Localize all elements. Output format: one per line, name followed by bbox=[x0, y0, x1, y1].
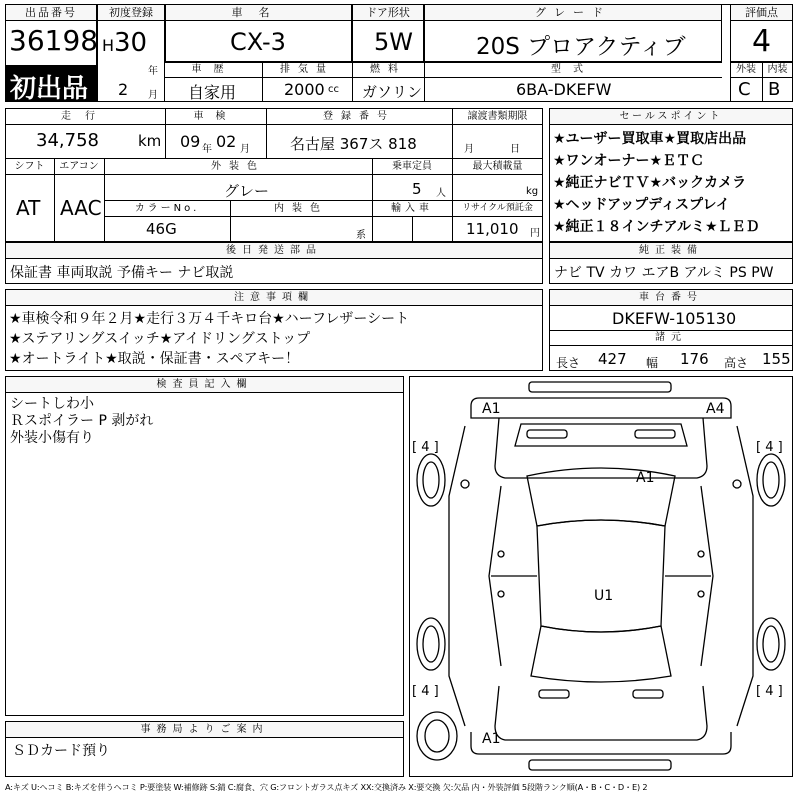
sales-point: ★ヘッドアップディスプレイ bbox=[553, 197, 730, 213]
lot-no-label: 出品番号 bbox=[25, 6, 77, 19]
sales-points-label: セールスポイント bbox=[619, 111, 723, 122]
car-diagram bbox=[409, 376, 793, 777]
width: 176 bbox=[680, 350, 709, 368]
recycle-label: リサイクル預託金 bbox=[462, 203, 533, 213]
damage-mark-roof: U1 bbox=[594, 588, 614, 604]
inspection-label: 車検 bbox=[193, 111, 238, 122]
door-label: ドア形状 bbox=[366, 6, 410, 19]
tire-rear-right: [ 4 ] bbox=[756, 684, 783, 699]
ac-label: エアコン bbox=[59, 161, 99, 172]
exterior-grade: C bbox=[738, 79, 751, 100]
sales-points-list bbox=[553, 128, 760, 238]
note-line: ★オートライト★取説・保証書・スペアキー！ bbox=[9, 351, 300, 367]
displacement: 2000 bbox=[284, 80, 325, 99]
note-line: ★車検令和９年２月★走行３万４千キロ台★ハーフレザーシート bbox=[9, 311, 410, 327]
tire-front-left: [ 4 ] bbox=[412, 440, 439, 455]
model-label: 型式 bbox=[551, 64, 595, 75]
inspector-line: シートしわ小 bbox=[10, 396, 94, 412]
inspection-month-unit: 月 bbox=[240, 144, 250, 155]
year-unit: 年 bbox=[148, 66, 158, 77]
chassis-no: DKEFW-105130 bbox=[612, 309, 737, 328]
tire-front-right: [ 4 ] bbox=[756, 440, 783, 455]
damage-mark-rear: A1 bbox=[482, 731, 501, 747]
office-label: 事務局よりご案内 bbox=[140, 724, 269, 735]
era: H bbox=[102, 36, 115, 55]
int-color-label: 内装色 bbox=[274, 203, 328, 214]
inspector-line: 外装小傷有り bbox=[10, 430, 94, 446]
color-no: 46G bbox=[146, 220, 177, 238]
month-unit: 月 bbox=[148, 90, 158, 101]
shift: AT bbox=[16, 196, 41, 220]
int-color-unit: 系 bbox=[356, 230, 366, 241]
history: 自家用 bbox=[188, 83, 237, 102]
info-box bbox=[5, 108, 543, 242]
recycle-unit: 円 bbox=[530, 228, 540, 239]
inspection-month: 02 bbox=[216, 132, 237, 151]
grade: 20S プロアクティブ bbox=[476, 34, 686, 60]
lot-no: 36198 bbox=[9, 24, 99, 57]
displacement-unit: cc bbox=[328, 84, 339, 95]
transfer-day-unit: 日 bbox=[510, 144, 520, 155]
equipment-text: ナビ TV カワ エアB アルミ PS PW bbox=[554, 265, 774, 281]
exterior-label: 外装 bbox=[736, 64, 756, 75]
equipment-label: 純正装備 bbox=[639, 245, 703, 256]
damage-mark-front-right: A4 bbox=[706, 401, 725, 417]
sales-point: ★ワンオーナー★ＥＴＣ bbox=[553, 153, 705, 169]
office-text: ＳＤカード預り bbox=[12, 743, 110, 759]
load-label: 最大積載量 bbox=[472, 161, 523, 172]
height: 155 bbox=[762, 350, 791, 368]
notes-label: 注意事項欄 bbox=[234, 292, 314, 303]
plate-label: 登録番号 bbox=[323, 111, 395, 122]
chassis-label: 車台番号 bbox=[639, 292, 703, 303]
inspection-year-unit: 年 bbox=[202, 144, 212, 155]
score: 4 bbox=[752, 24, 772, 59]
later-parts-text: 保証書 車両取説 予備キー ナビ取説 bbox=[10, 265, 234, 281]
recycle: 11,010 bbox=[466, 220, 519, 238]
mileage-unit: km bbox=[138, 132, 162, 150]
color: グレー bbox=[224, 182, 270, 200]
inspector-notes bbox=[10, 396, 153, 447]
car-name: CX-3 bbox=[230, 28, 286, 56]
note-line: ★ステアリングスイッチ★アイドリングストップ bbox=[9, 331, 311, 347]
height-label: 高さ bbox=[724, 356, 749, 370]
interior-grade: B bbox=[768, 79, 781, 100]
capacity: 5 bbox=[412, 180, 422, 198]
displacement-label: 排気量 bbox=[280, 64, 334, 75]
legend: A:キズ U:ヘコミ B:キズを伴うヘコミ P:要塗装 W:補修跡 S:錆 C:腐食、穴 G:フロントガラス点キズ XX:交換済み X:要交換 欠:欠品 内・外装評価 5段階ランク順(A・B・C・D・E) 2 bbox=[5, 782, 648, 792]
shift-label: シフト bbox=[14, 161, 45, 172]
inspector-line: Ｒスポイラー P 剥がれ bbox=[10, 413, 154, 429]
mileage: 34,758 bbox=[36, 130, 99, 151]
model: 6BA-DKEFW bbox=[516, 80, 612, 99]
dims-label: 諸元 bbox=[655, 332, 687, 343]
notes-list bbox=[9, 309, 409, 369]
sales-point: ★純正１８インチアルミ★ＬＥＤ bbox=[553, 219, 760, 235]
mileage-label: 走行 bbox=[61, 111, 109, 122]
ac: AAC bbox=[60, 196, 102, 220]
fuel: ガソリン bbox=[362, 83, 423, 101]
first-listing: 初出品 bbox=[10, 74, 89, 104]
color-label: 外装色 bbox=[211, 161, 265, 172]
inspection-year: 09 bbox=[180, 132, 201, 151]
door: 5W bbox=[374, 28, 413, 56]
transfer-label: 譲渡書類期限 bbox=[467, 111, 528, 122]
grade-label: グレード bbox=[535, 6, 611, 19]
sales-point: ★ユーザー買取車★買取店出品 bbox=[553, 131, 747, 147]
damage-mark-hood: A1 bbox=[636, 470, 655, 486]
color-no-label: カラーNo. bbox=[134, 203, 200, 214]
length-label: 長さ bbox=[556, 356, 581, 370]
history-label: 車歴 bbox=[191, 64, 236, 75]
capacity-unit: 人 bbox=[436, 188, 446, 199]
damage-mark-front-left: A1 bbox=[482, 401, 501, 417]
inspector-label: 検査員記入欄 bbox=[156, 379, 253, 390]
score-label: 評価点 bbox=[745, 6, 778, 19]
first-reg-label: 初度登録 bbox=[109, 6, 153, 19]
later-parts-label: 後日発送部品 bbox=[226, 245, 322, 256]
import-label: 輸入車 bbox=[391, 203, 433, 214]
sales-point: ★純正ナビＴＶ★バックカメラ bbox=[553, 175, 747, 191]
plate: 名古屋 367ス 818 bbox=[290, 135, 417, 153]
tire-rear-left: [ 4 ] bbox=[412, 684, 439, 699]
first-reg-year: 30 bbox=[114, 28, 148, 58]
fuel-label: 燃料 bbox=[370, 64, 406, 75]
transfer-month-unit: 月 bbox=[464, 144, 474, 155]
car-name-label: 車名 bbox=[231, 6, 286, 19]
interior-label: 内装 bbox=[767, 64, 788, 75]
load-unit: kg bbox=[526, 186, 539, 197]
width-label: 幅 bbox=[646, 356, 659, 370]
length: 427 bbox=[598, 350, 627, 368]
first-reg-month: 2 bbox=[118, 80, 129, 99]
capacity-label: 乗車定員 bbox=[392, 161, 432, 172]
